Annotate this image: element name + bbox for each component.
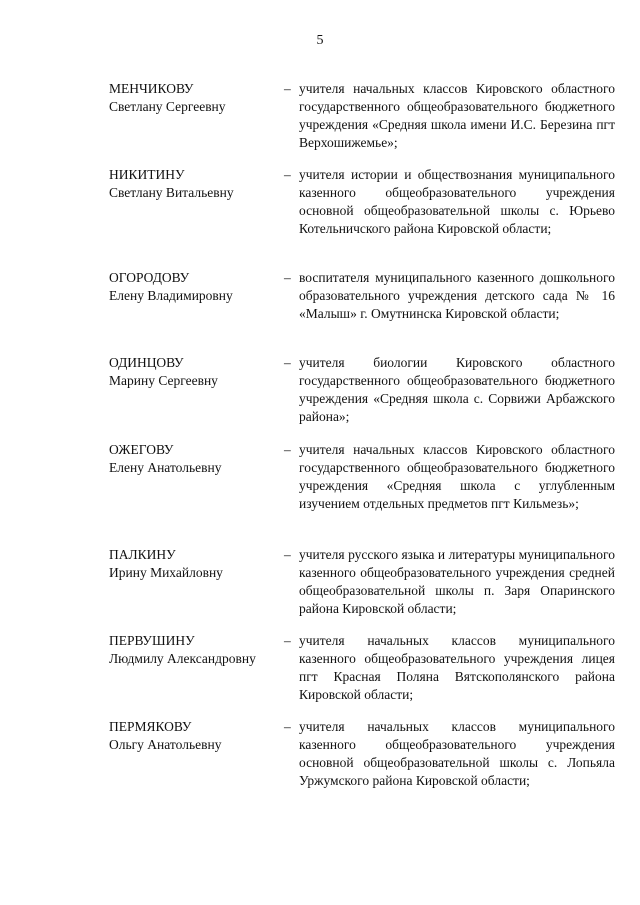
position-description: учителя начальных классов Кировского областного государственного общеобразовательного бюджетного учреждения «Средняя школа с углубленным изучением отдельных предметов пгт Кильмезь»; xyxy=(299,442,615,511)
page-number: 5 xyxy=(316,33,324,48)
surname: ОДИНЦОВУ xyxy=(109,355,184,370)
surname: ПЕРВУШИНУ xyxy=(109,633,195,648)
person-name xyxy=(109,546,279,582)
position-description: воспитателя муниципального казенного дошкольного образовательного учреждения детского сада № 16 «Малыш» г. Омутнинска Кировской области; xyxy=(299,270,615,321)
given-names: Людмилу Александровну xyxy=(109,651,256,666)
given-names: Марину Сергеевну xyxy=(109,373,218,388)
surname: ПЕРМЯКОВУ xyxy=(109,719,192,734)
given-names: Ирину Михайловну xyxy=(109,565,223,580)
position-description: учителя биологии Кировского областного государственного общеобразовательного бюджетного учреждения «Средняя школа с. Сорвижи Арбажского района»; xyxy=(299,355,615,424)
given-names: Светлану Сергеевну xyxy=(109,99,226,114)
person-name xyxy=(109,632,279,668)
person-name xyxy=(109,80,279,116)
person-name xyxy=(109,441,279,477)
position-description: учителя начальных классов муниципального казенного общеобразовательного учреждения основной общеобразовательной школы с. Лопьяла Уржумского района Кировской области; xyxy=(299,719,615,788)
given-names: Светлану Витальевну xyxy=(109,185,234,200)
dash: – xyxy=(284,719,291,734)
position-description: учителя начальных классов Кировского областного государственного общеобразовательного бюджетного учреждения «Средняя школа имени И.С. Березина пгт Верхошижемье»; xyxy=(299,81,615,150)
position-description: учителя истории и обществознания муниципального казенного общеобразовательного учреждения основной общеобразовательной школы с. Юрьево Котельничского района Кировской области; xyxy=(299,167,615,236)
dash: – xyxy=(284,355,291,370)
dash: – xyxy=(284,633,291,648)
surname: НИКИТИНУ xyxy=(109,167,185,182)
surname: МЕНЧИКОВУ xyxy=(109,81,194,96)
dash: – xyxy=(284,270,291,285)
given-names: Елену Владимировну xyxy=(109,288,233,303)
position-description: учителя русского языка и литературы муниципального казенного общеобразовательного учреждения средней общеобразовательной школы п. Заря Опаринского района Кировской области; xyxy=(299,547,615,616)
position-description: учителя начальных классов муниципального казенного общеобразовательного учреждения лицея пгт Красная Поляна Вятскополянского района Кировской области; xyxy=(299,633,615,702)
given-names: Ольгу Анатольевну xyxy=(109,737,222,752)
surname: ПАЛКИНУ xyxy=(109,547,176,562)
dash: – xyxy=(284,81,291,96)
given-names: Елену Анатольевну xyxy=(109,460,222,475)
dash: – xyxy=(284,442,291,457)
dash: – xyxy=(284,167,291,182)
surname: ОЖЕГОВУ xyxy=(109,442,174,457)
person-name xyxy=(109,718,279,754)
dash: – xyxy=(284,547,291,562)
person-name xyxy=(109,354,279,390)
surname: ОГОРОДОВУ xyxy=(109,270,190,285)
person-name xyxy=(109,166,279,202)
person-name xyxy=(109,269,279,305)
